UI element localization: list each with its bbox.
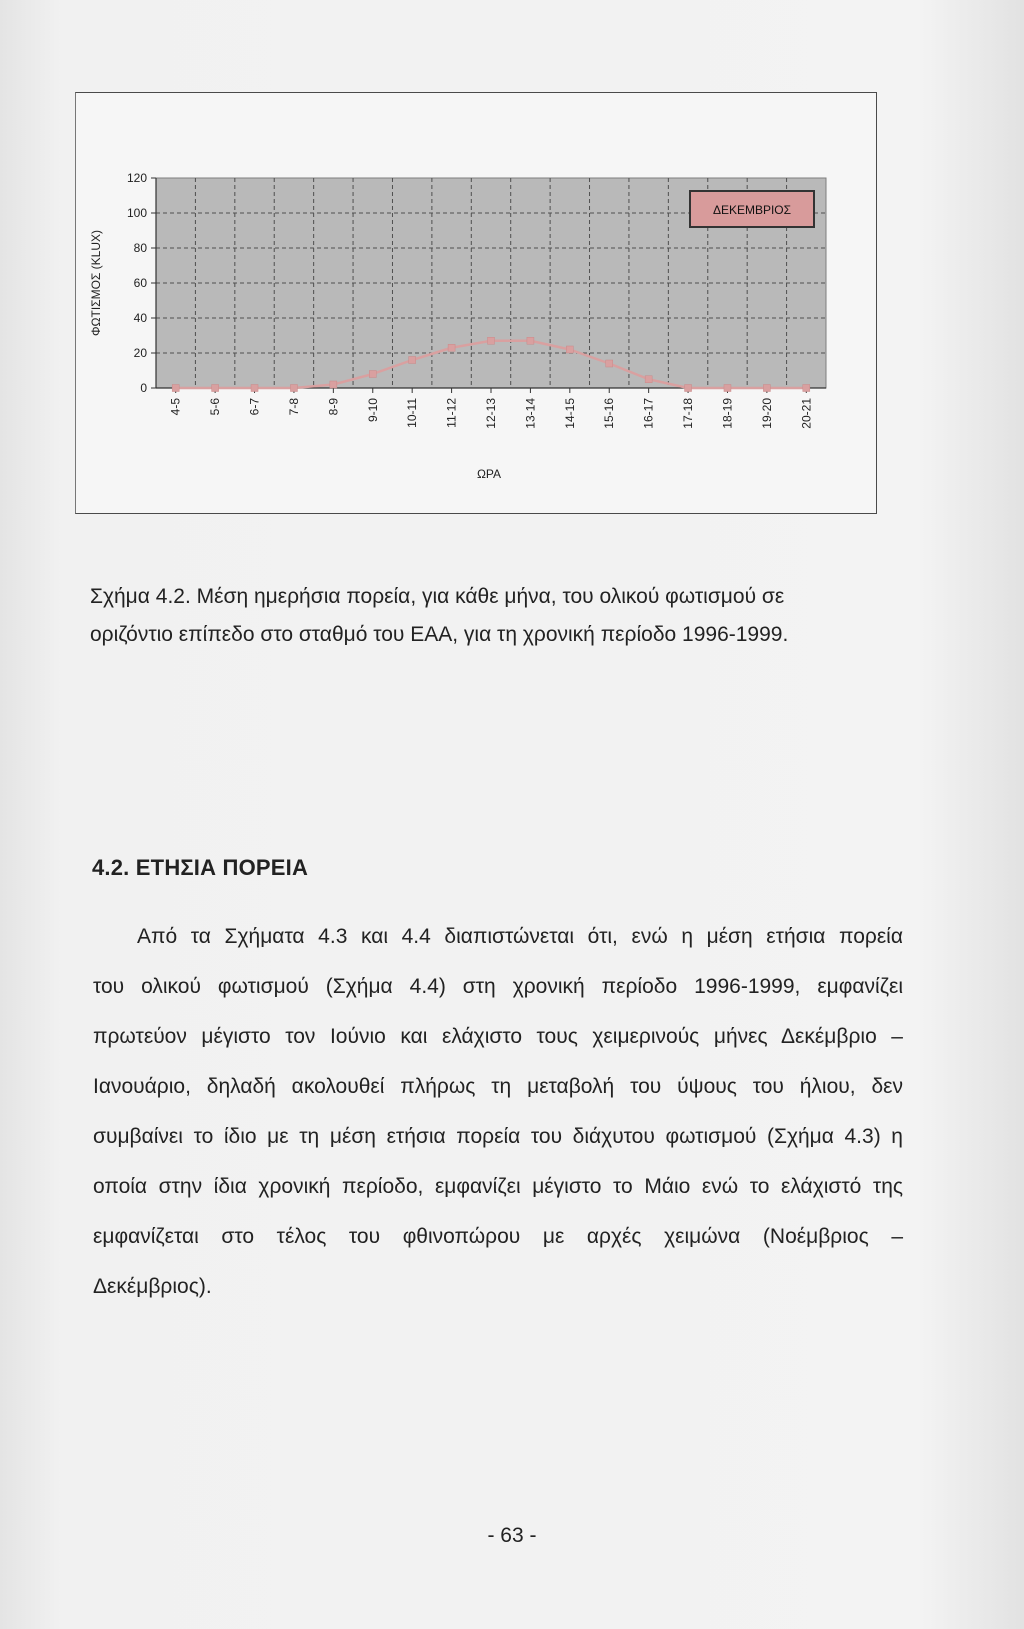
x-tick-labels xyxy=(169,398,814,429)
x-tick-label: 19-20 xyxy=(759,398,774,429)
caption-line-1 xyxy=(90,578,910,616)
x-tick-label: 13-14 xyxy=(523,398,538,429)
body-line: Από τα Σχήματα 4.3 και 4.4 διαπιστώνεται ότι, ενώ η μέση ετήσια πορεία xyxy=(137,925,903,948)
data-point xyxy=(251,385,258,392)
x-tick-label: 8-9 xyxy=(326,398,341,416)
y-tick-label: 80 xyxy=(133,241,147,255)
y-tick-label: 20 xyxy=(133,346,147,360)
body-line: πρωτεύον μέγιστο τον Ιούνιο και ελάχιστο τους χειμερινούς μήνες Δεκέμβριο – xyxy=(93,1025,903,1048)
body-line: Ιανουάριο, δηλαδή ακολουθεί πλήρως τη μεταβολή του ύψους του ήλιου, δεν xyxy=(93,1075,903,1098)
figure-frame xyxy=(75,92,877,514)
x-axis-title: ΩΡΑ xyxy=(476,467,502,481)
data-point xyxy=(172,385,179,392)
section-body xyxy=(93,912,903,1312)
caption-text-line-1: Μέση ημερήσια πορεία, για κάθε μήνα, του ολικού φωτισμού σε xyxy=(196,585,785,608)
x-tick-label: 18-19 xyxy=(720,398,735,429)
data-point xyxy=(685,385,692,392)
data-point xyxy=(606,360,613,367)
x-tick-label: 15-16 xyxy=(602,398,617,429)
x-tick-label: 5-6 xyxy=(208,398,223,416)
data-point xyxy=(212,385,219,392)
x-tick-label: 14-15 xyxy=(562,398,577,429)
y-axis-title: ΦΩΤΙΣΜΟΣ (KLUX) xyxy=(89,229,103,337)
x-tick-label: 7-8 xyxy=(286,398,301,416)
data-point xyxy=(645,376,652,383)
page-number: - 63 - xyxy=(487,1524,537,1547)
body-line: Δεκέμβριος). xyxy=(93,1275,212,1298)
data-point xyxy=(330,381,337,388)
data-point xyxy=(803,385,810,392)
data-point xyxy=(369,371,376,378)
y-tick-label: 100 xyxy=(126,206,147,220)
body-line: εμφανίζεται στο τέλος του φθινοπώρου με αρχές χειμώνα (Νοέμβριος – xyxy=(93,1225,903,1248)
y-tick-label: 0 xyxy=(140,381,147,395)
body-line: συμβαίνει το ίδιο με τη μέση ετήσια πορεία του διάχυτου φωτισμού (Σχήμα 4.3) η xyxy=(93,1125,903,1148)
data-point xyxy=(488,337,495,344)
y-tick-label: 40 xyxy=(133,311,147,325)
x-tick-label: 4-5 xyxy=(168,398,183,416)
data-point xyxy=(290,385,297,392)
x-tick-label: 12-13 xyxy=(484,398,498,429)
data-point xyxy=(409,357,416,364)
illuminance-line-chart xyxy=(76,93,876,513)
section-heading: 4.2. ΕΤΗΣΙΑ ΠΟΡΕΙΑ xyxy=(92,855,309,880)
legend xyxy=(690,191,814,227)
caption-label: Σχήμα 4.2. xyxy=(90,585,191,608)
x-tick-label: 6-7 xyxy=(247,398,262,416)
body-line: του ολικού φωτισμού (Σχήμα 4.4) στη χρονική περίοδο 1996-1999, εμφανίζει xyxy=(93,975,903,998)
x-tick-label: 10-11 xyxy=(405,398,420,428)
data-point xyxy=(527,337,534,344)
y-tick-labels xyxy=(127,171,147,395)
y-tick-label: 120 xyxy=(126,171,147,185)
caption-text-line-2: οριζόντιο επίπεδο στο σταθμό του ΕΑΑ, για τη χρονική περίοδο 1996-1999. xyxy=(90,623,789,646)
data-point xyxy=(448,344,455,351)
x-tick-label: 11-12 xyxy=(444,398,459,428)
x-tick-label: 17-18 xyxy=(681,398,696,429)
data-point xyxy=(763,385,770,392)
data-point xyxy=(566,346,573,353)
x-tick-label: 16-17 xyxy=(641,398,656,429)
x-tick-label: 9-10 xyxy=(365,398,380,423)
x-tick-label: 20-21 xyxy=(799,398,814,429)
y-tick-label: 60 xyxy=(133,276,147,290)
legend-label: ΔΕΚΕΜΒΡΙΟΣ xyxy=(712,203,792,217)
figure-caption xyxy=(90,578,910,654)
data-point xyxy=(724,385,731,392)
body-line: οποία στην ίδια χρονική περίοδο, εμφανίζει μέγιστο το Μάιο ενώ το ελάχιστό της xyxy=(93,1175,903,1198)
